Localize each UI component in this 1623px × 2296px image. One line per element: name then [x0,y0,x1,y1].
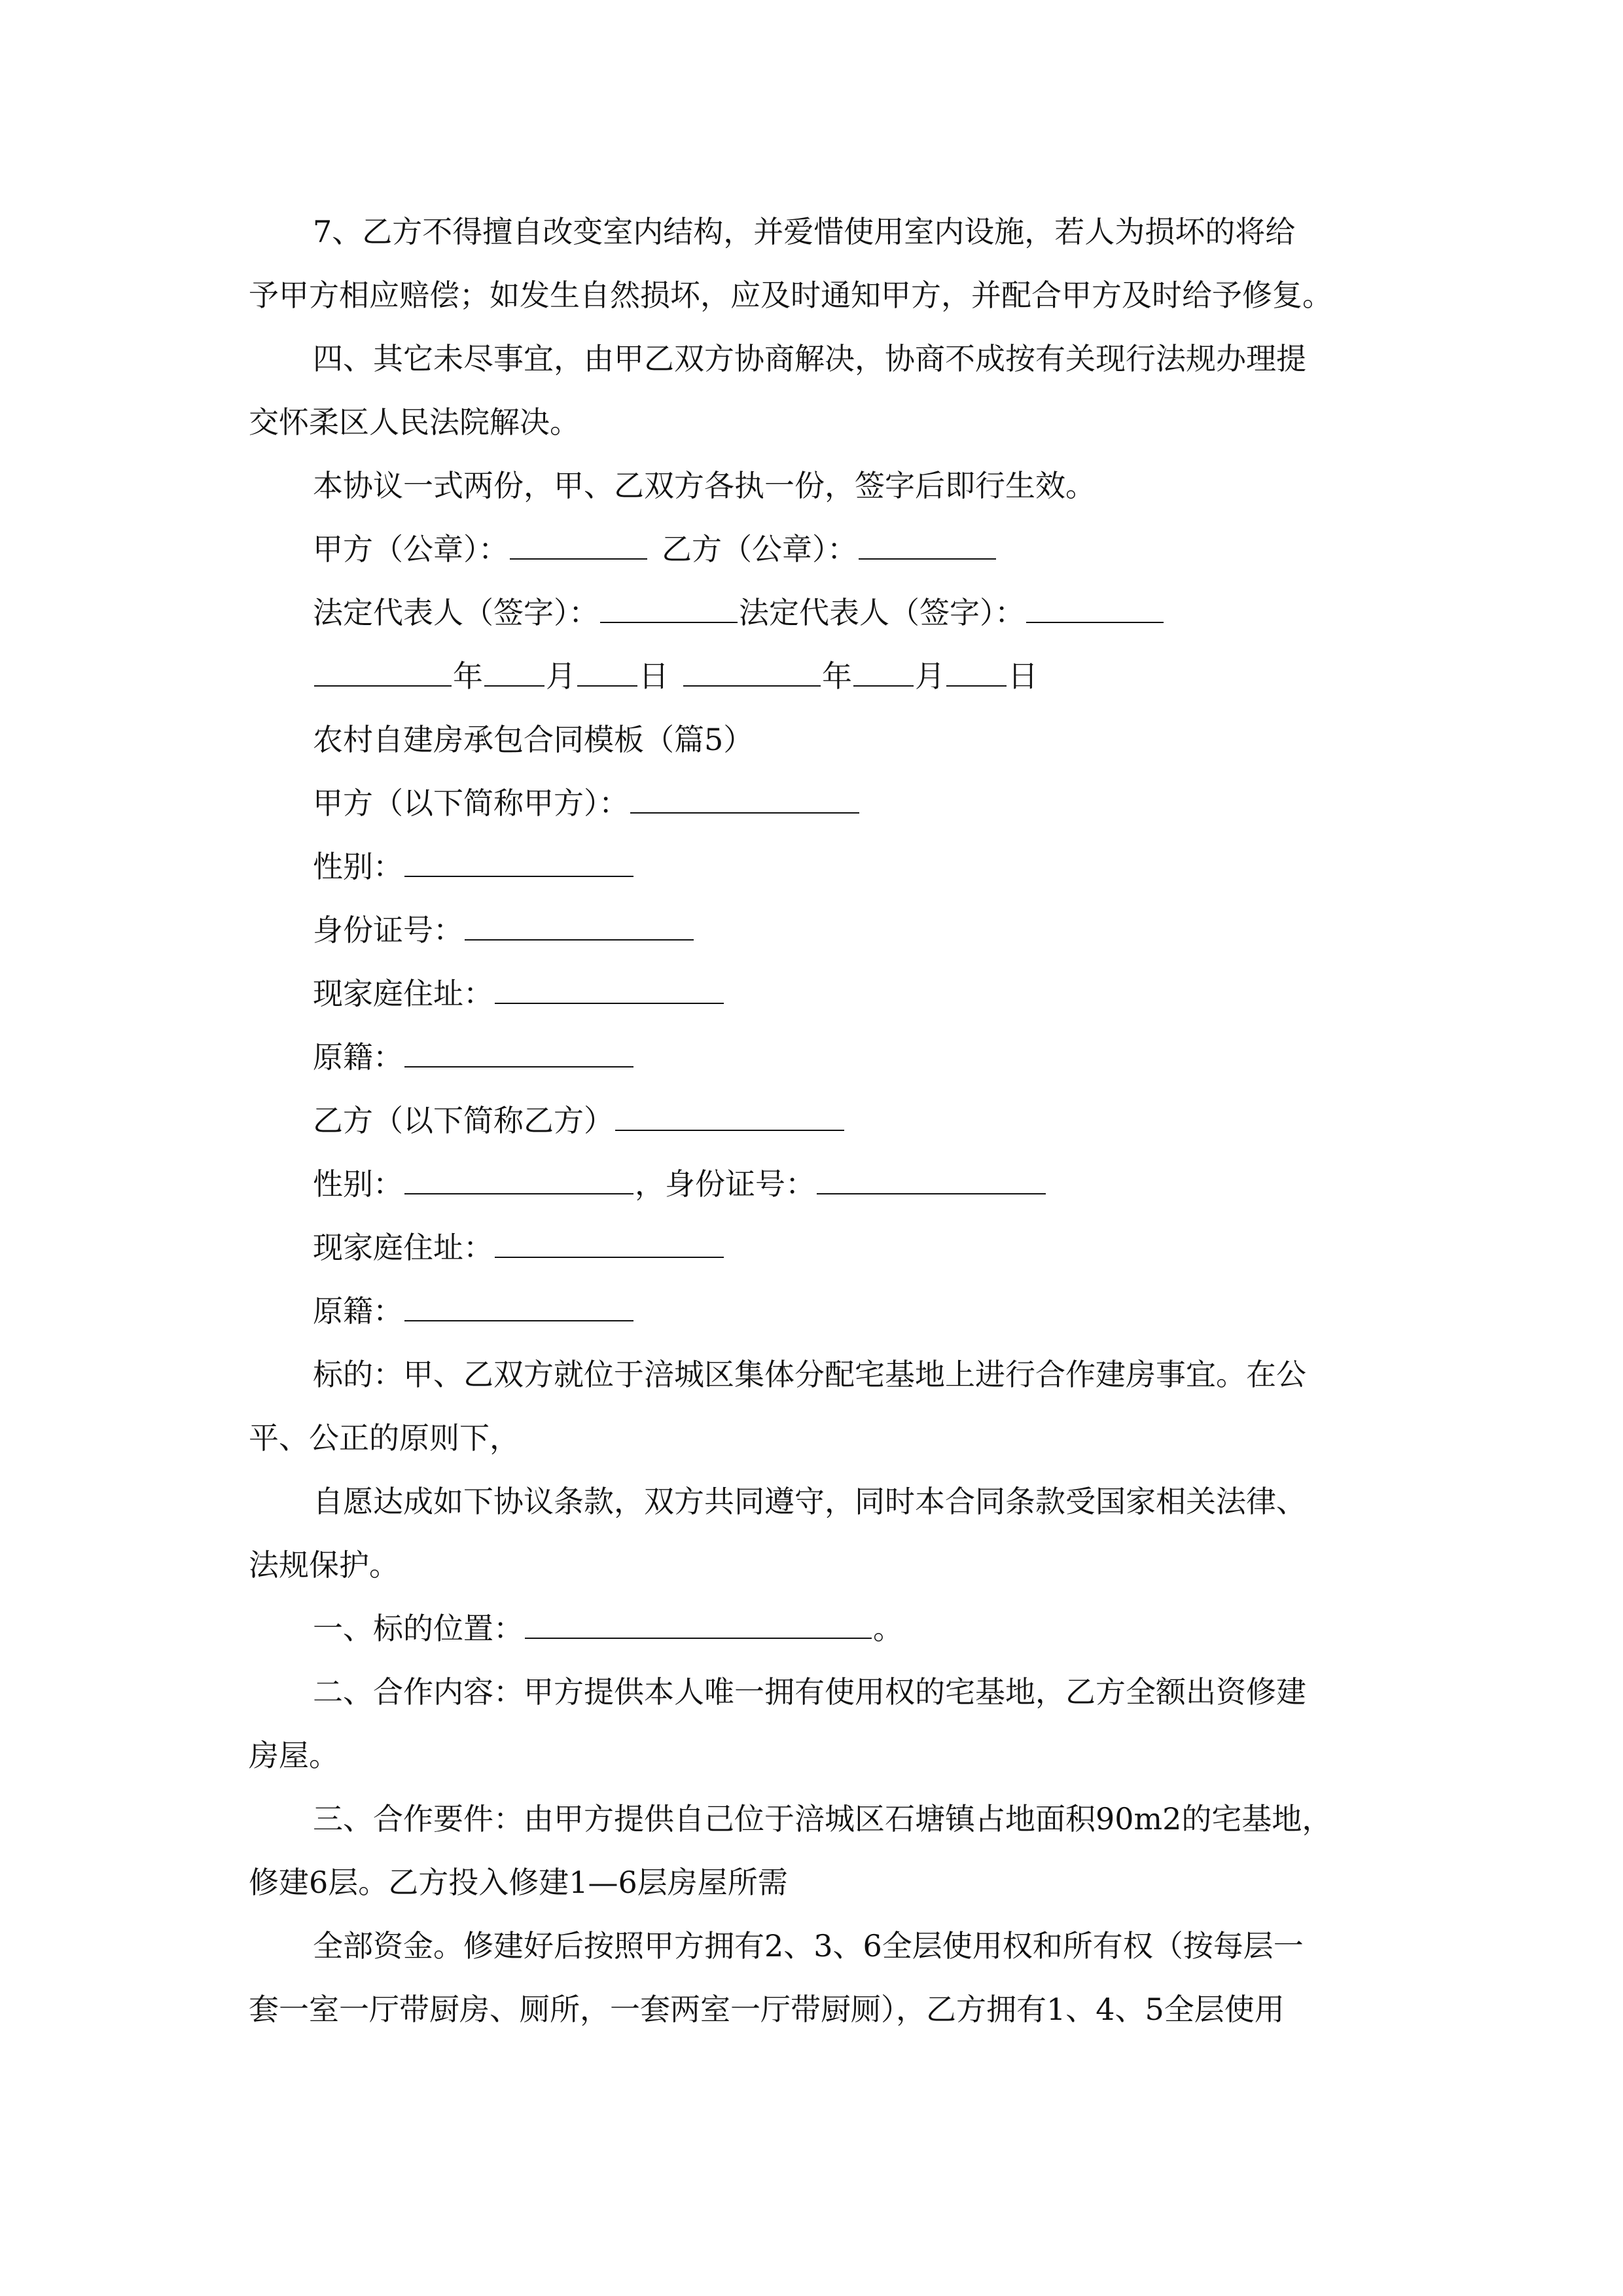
party-a-id-blank [465,910,694,941]
party-b-origin-blank [404,1291,633,1321]
party-a-line [313,783,861,823]
date-line [313,656,1038,696]
party-b-address-label: 现家庭住址： [313,1230,493,1265]
day-a-label: 日 [639,658,669,694]
party-b-rep-label: 法定代表人（签字）： [739,595,1025,630]
funds-line-1: 全部资金。修建好后按照甲方拥有2、3、6全层使用权和所有权（按每层一 [313,1928,1304,1964]
party-b-seal-blank [859,529,996,560]
party-b-origin-line [313,1291,635,1331]
item-2-line-2: 房屋。 [249,1738,339,1773]
party-a-address-blank [495,974,724,1004]
month-b-blank [853,656,914,687]
clause-4-line-2: 交怀柔区人民法院解决。 [249,404,580,440]
year-b-blank [683,656,821,687]
party-b-id-blank [817,1164,1046,1194]
party-a-origin-label: 原籍： [313,1039,403,1075]
month-a-label: 月 [546,658,576,694]
party-a-origin-blank [404,1037,633,1067]
party-b-line [313,1101,846,1140]
party-a-address-line [313,974,725,1013]
party-a-name-blank [630,783,859,814]
party-a-origin-line [313,1037,635,1077]
day-b-label: 日 [1008,658,1038,694]
party-a-id-line [313,910,695,950]
item-1-end: 。 [873,1611,903,1646]
funds-line-2: 套一室一厅带厨房、厕所，一套两室一厅带厨厕），乙方拥有1、4、5全层使用 [249,1992,1285,2027]
clause-7-line-1: 7、乙方不得擅自改变室内结构，并爱惜使用室内设施，若人为损坏的将给 [313,214,1296,249]
party-b-name-blank [615,1101,844,1131]
party-a-rep-blank [600,593,738,623]
item-3-line-1: 三、合作要件：由甲方提供自己位于涪城区石塘镇占地面积90m2的宅基地， [313,1801,1332,1837]
party-b-gender-id-line [313,1164,1047,1204]
party-b-seal-label: 乙方（公章）： [662,531,857,567]
party-a-seal-blank [510,529,647,560]
party-a-gender-line [313,847,635,886]
party-a-label: 甲方（以下简称甲方）： [313,785,629,821]
item-1-label: 一、标的位置： [313,1611,524,1646]
contract-title: 农村自建房承包合同模板（篇5） [313,722,754,757]
party-b-id-label: ，身份证号： [635,1166,815,1202]
subject-line-1: 标的：甲、乙双方就位于涪城区集体分配宅基地上进行合作建房事宜。在公 [313,1357,1306,1392]
month-a-blank [484,656,544,687]
clause-4-line-1: 四、其它未尽事宜，由甲乙双方协商解决，协商不成按有关现行法规办理提 [313,341,1306,376]
year-b-label: 年 [822,658,852,694]
item-3-line-2: 修建6层。乙方投入修建1—6层房屋所需 [249,1865,788,1900]
party-b-gender-label: 性别： [313,1166,403,1202]
agreement-line-1: 自愿达成如下协议条款，双方共同遵守，同时本合同条款受国家相关法律、 [313,1484,1306,1519]
agreement-line-2: 法规保护。 [249,1547,399,1583]
clause-7-line-2: 予甲方相应赔偿；如发生自然损坏，应及时通知甲方，并配合甲方及时给予修复。 [249,278,1332,313]
party-b-label: 乙方（以下简称乙方） [313,1103,614,1138]
party-a-id-label: 身份证号： [313,912,463,948]
party-a-seal-label: 甲方（公章）： [313,531,508,567]
party-a-gender-blank [404,847,633,877]
copies-statement: 本协议一式两份，甲、乙双方各执一份，签字后即行生效。 [313,468,1096,503]
party-b-address-line [313,1228,725,1267]
party-b-gender-blank [404,1164,633,1194]
party-a-address-label: 现家庭住址： [313,976,493,1011]
party-a-gender-label: 性别： [313,849,403,884]
month-b-label: 月 [915,658,945,694]
seal-line [313,529,997,569]
day-a-blank [577,656,637,687]
item-1-location-blank [525,1609,872,1639]
representative-line [313,593,1165,632]
subject-line-2: 平、公正的原则下， [249,1420,520,1456]
party-a-rep-label: 法定代表人（签字）： [313,595,599,630]
item-2-line-1: 二、合作内容：甲方提供本人唯一拥有使用权的宅基地，乙方全额出资修建 [313,1674,1306,1710]
party-b-address-blank [495,1228,724,1258]
party-b-origin-label: 原籍： [313,1293,403,1329]
day-b-blank [946,656,1007,687]
party-b-rep-blank [1026,593,1164,623]
item-1-line [313,1609,903,1648]
year-a-blank [314,656,452,687]
year-a-label: 年 [453,658,483,694]
